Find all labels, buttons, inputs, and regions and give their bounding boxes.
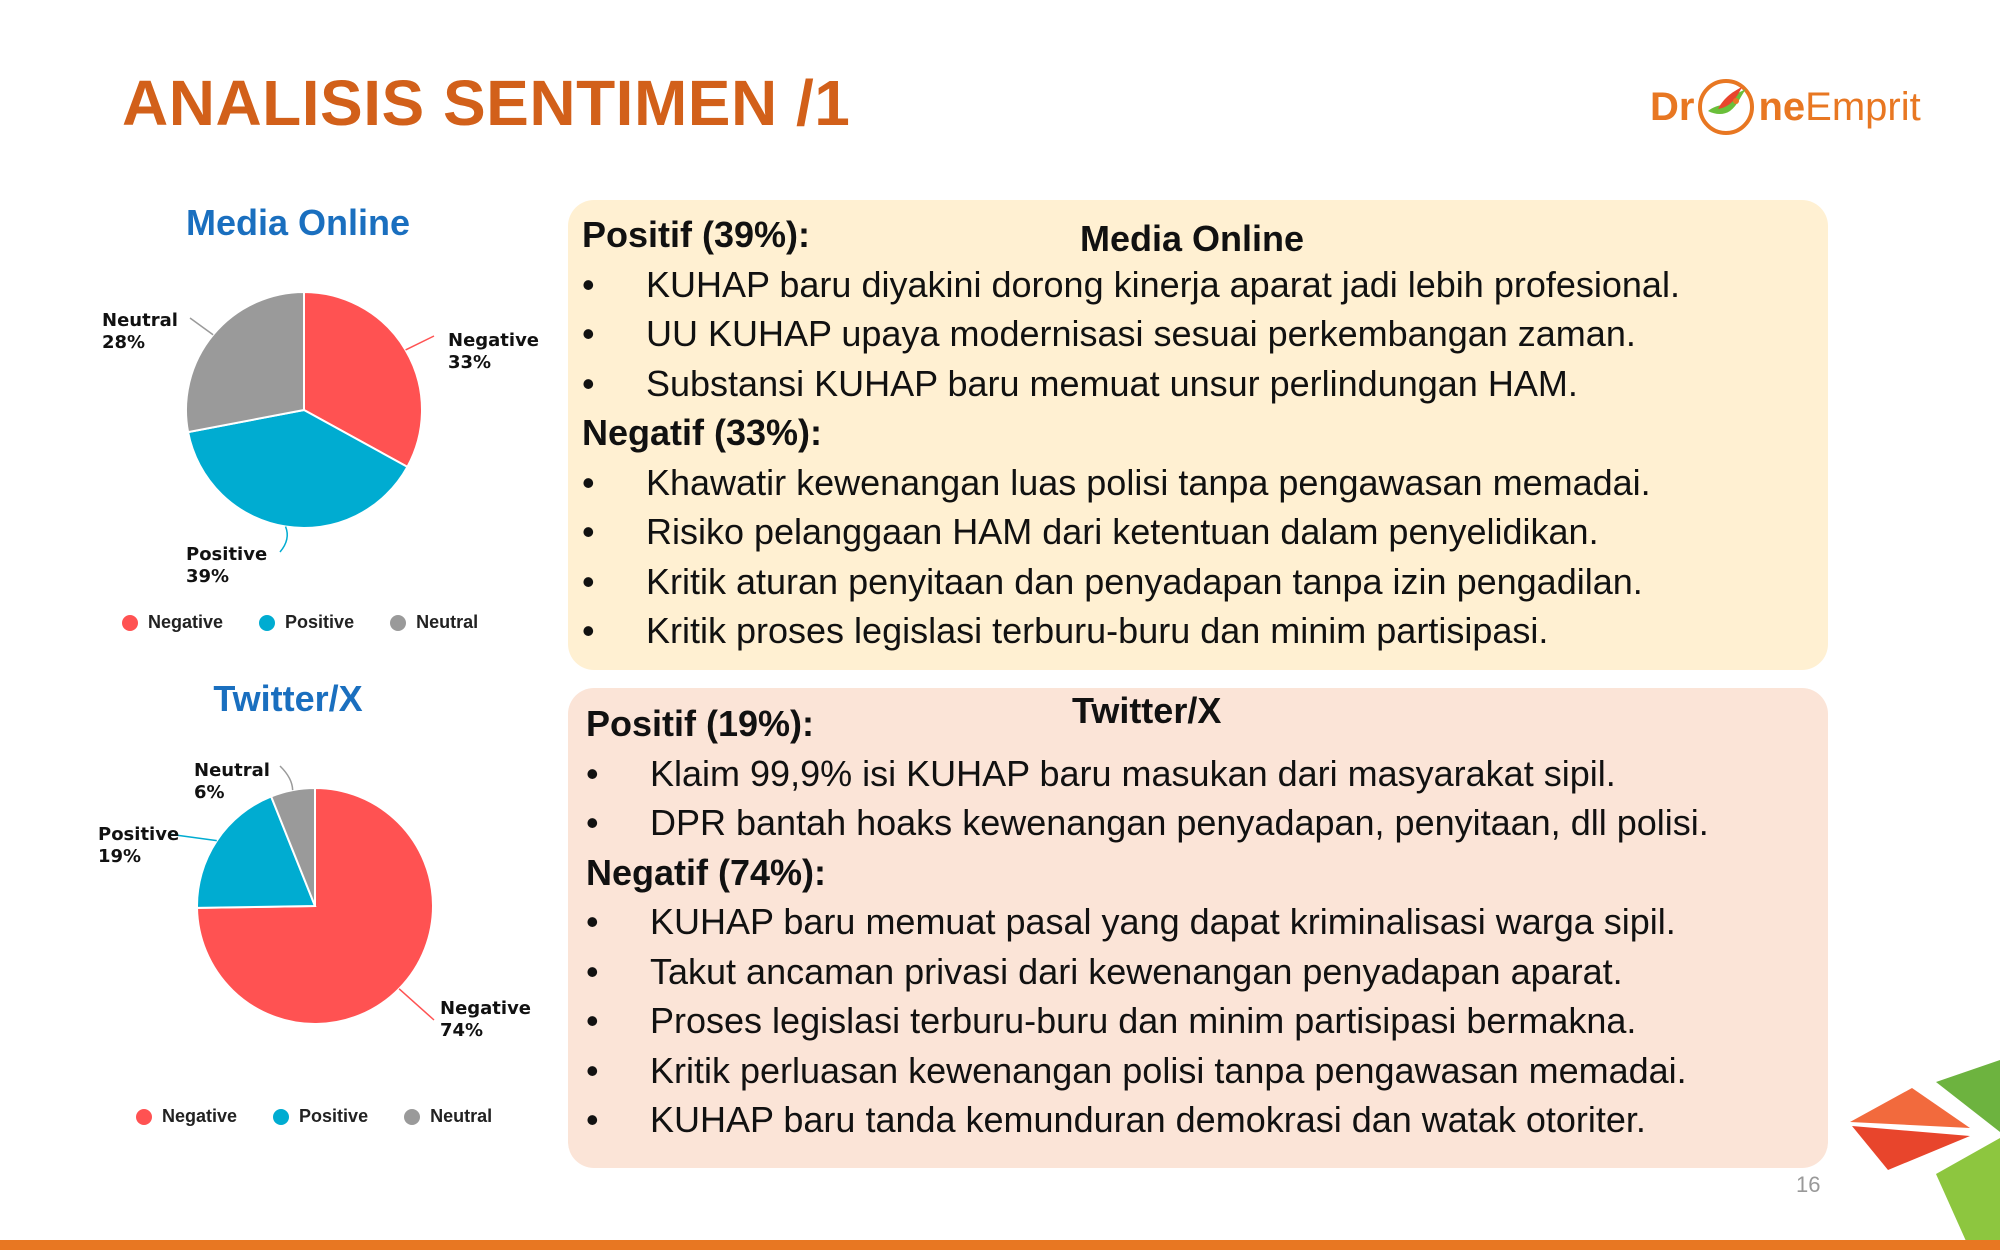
list-item-text: UU KUHAP upaya modernisasi sesuai perkembangan zaman. — [646, 313, 1636, 354]
list-item — [582, 557, 1822, 607]
media-online-panel — [568, 200, 1828, 670]
decorative-leaf-shapes — [1840, 1040, 2000, 1250]
media-negative-label: Negatif (33%): — [582, 412, 823, 453]
legend-swatch-positive — [259, 615, 275, 631]
list-item — [582, 260, 1822, 310]
legend-label-neutral: Neutral — [430, 1106, 493, 1126]
legend-item-neutral — [404, 1106, 492, 1127]
list-item-text: Kritik perluasan kewenangan polisi tanpa pengawasan memadai. — [650, 1049, 1687, 1091]
list-item-text: KUHAP baru diyakini dorong kinerja aparat jadi lebih profesional. — [646, 263, 1680, 305]
legend-swatch-neutral — [404, 1109, 420, 1125]
data-label-pct-neutral: 28% — [102, 332, 146, 353]
list-item-text: Klaim 99,9% isi KUHAP baru masukan dari masyarakat sipil. — [650, 752, 1616, 794]
legend-label-positive: Positive — [299, 1106, 369, 1126]
twitter-positive-label: Positif (19%): — [586, 703, 815, 744]
twitter-panel — [568, 688, 1828, 1168]
data-label-name-negative: Negative — [448, 330, 540, 351]
media-pie-chart — [90, 270, 550, 610]
data-label-name-positive: Positive — [186, 544, 268, 565]
bullet-mark: • — [582, 461, 595, 503]
legend-swatch-negative — [136, 1109, 152, 1125]
list-item-text: Kritik proses legislasi terburu-buru dan minim partisipasi. — [646, 610, 1549, 651]
leader-line-positive — [280, 527, 287, 552]
leader-line-neutral — [280, 766, 293, 790]
data-label-name-negative: Negative — [440, 998, 532, 1019]
logo-text-emprit: Emprit — [1805, 84, 1921, 129]
list-item — [586, 996, 1826, 1046]
media-panel-heading: Media Online — [1080, 218, 1305, 259]
media-positive-label: Positif (39%): — [582, 214, 811, 255]
pie-slice-neutral — [186, 292, 304, 432]
list-item-text: Khawatir kewenangan luas polisi tanpa pengawasan memadai. — [646, 461, 1651, 503]
media-negative-list — [582, 458, 1822, 656]
twitter-chart-legend — [136, 1106, 492, 1127]
list-item — [586, 1046, 1826, 1096]
legend-label-negative: Negative — [162, 1106, 238, 1126]
twitter-panel-heading: Twitter/X — [1072, 690, 1222, 731]
list-item — [582, 359, 1822, 409]
legend-swatch-positive — [273, 1109, 289, 1125]
bullet-mark: • — [582, 560, 595, 602]
list-item — [582, 606, 1822, 656]
legend-item-negative — [136, 1106, 237, 1127]
data-label-name-neutral: Neutral — [102, 310, 178, 331]
list-item — [586, 749, 1826, 799]
legend-item-positive — [259, 612, 354, 633]
bullet-mark: • — [586, 1049, 599, 1091]
leader-line-negative — [406, 336, 434, 350]
list-item-text: KUHAP baru memuat pasal yang dapat kriminalisasi warga sipil. — [650, 901, 1676, 942]
deco-red — [1852, 1126, 1970, 1170]
list-item-text: Kritik aturan penyitaan dan penyadapan tanpa izin pengadilan. — [646, 560, 1643, 602]
bullet-mark: • — [586, 1000, 599, 1041]
list-item-text: Proses legislasi terburu-buru dan minim partisipasi bermakna. — [650, 1000, 1637, 1041]
media-panel-body — [582, 210, 1822, 656]
bullet-mark: • — [586, 752, 599, 794]
list-item — [586, 897, 1826, 947]
data-label-name-neutral: Neutral — [194, 760, 270, 781]
slide-title: ANALISIS SENTIMEN /1 — [122, 67, 851, 139]
bullet-mark: • — [586, 901, 599, 942]
bottom-accent-bar — [0, 1240, 2000, 1250]
media-positive-list — [582, 260, 1822, 409]
data-label-pct-neutral: 6% — [194, 782, 225, 803]
media-chart-legend — [122, 612, 478, 633]
legend-label-positive: Positive — [285, 612, 355, 632]
media-chart-title: Media Online — [185, 202, 411, 243]
list-item — [582, 507, 1822, 557]
bullet-mark: • — [586, 950, 599, 992]
list-item-text: Takut ancaman privasi dari kewenangan penyadapan aparat. — [650, 950, 1623, 992]
twitter-chart-title: Twitter/X — [213, 678, 363, 719]
twitter-positive-list — [586, 749, 1826, 848]
bullet-mark: • — [582, 511, 595, 552]
twitter-negative-label: Negatif (74%): — [586, 851, 827, 893]
page-number: 16 — [1796, 1172, 1821, 1197]
list-item — [582, 458, 1822, 508]
bullet-mark: • — [586, 802, 599, 843]
leader-line-neutral — [190, 318, 213, 335]
data-label-name-positive: Positive — [98, 824, 180, 845]
twitter-negative-list — [586, 897, 1826, 1145]
bullet-mark: • — [582, 313, 595, 354]
list-item — [586, 798, 1826, 848]
logo-text-dr: Dr — [1650, 84, 1695, 129]
bullet-mark: • — [582, 263, 595, 305]
drone-bird-icon — [1696, 77, 1756, 137]
legend-swatch-negative — [122, 615, 138, 631]
data-label-pct-negative: 74% — [440, 1020, 484, 1041]
legend-item-positive — [273, 1106, 368, 1127]
legend-label-negative: Negative — [148, 612, 224, 632]
leader-line-negative — [399, 989, 434, 1020]
list-item — [586, 1095, 1826, 1145]
list-item-text: Substansi KUHAP baru memuat unsur perlindungan HAM. — [646, 362, 1578, 404]
data-label-pct-positive: 19% — [98, 846, 142, 867]
bullet-mark: • — [582, 610, 595, 651]
bullet-mark: • — [582, 362, 595, 404]
logo-text-ne: ne — [1758, 84, 1806, 129]
data-label-pct-positive: 39% — [186, 566, 230, 587]
legend-swatch-neutral — [390, 615, 406, 631]
legend-item-neutral — [390, 612, 478, 633]
list-item — [582, 309, 1822, 359]
data-label-pct-negative: 33% — [448, 352, 492, 373]
twitter-panel-body — [586, 699, 1826, 1145]
bullet-mark: • — [586, 1099, 599, 1140]
drone-emprit-logo — [1650, 74, 1921, 140]
list-item-text: DPR bantah hoaks kewenangan penyadapan, penyitaan, dll polisi. — [650, 802, 1709, 843]
list-item-text: Risiko pelanggaan HAM dari ketentuan dalam penyelidikan. — [646, 511, 1599, 552]
list-item — [586, 947, 1826, 997]
deco-green-bottom — [1936, 1138, 2000, 1250]
legend-item-negative — [122, 612, 223, 633]
twitter-pie-chart — [90, 750, 550, 1050]
list-item-text: KUHAP baru tanda kemunduran demokrasi dan watak otoriter. — [650, 1099, 1646, 1140]
legend-label-neutral: Neutral — [416, 612, 479, 632]
